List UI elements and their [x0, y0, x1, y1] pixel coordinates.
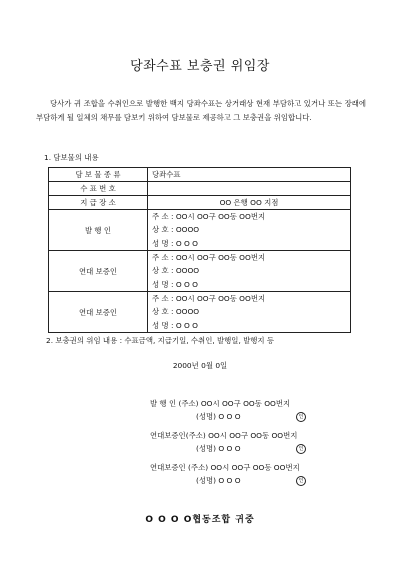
- table-row: [49, 196, 351, 210]
- seal-icon: 인: [296, 476, 306, 486]
- intro-text: 당사가 귀 조합을 수취인으로 발행한 백지 당좌수표는 상거래상 현재 부담하고 있거나 또는 장래에 부담하게 될 일체의 채무를 담보키 위하여 담보물로 제공하고 그 보충권을 위임합니다.: [36, 99, 366, 122]
- table-row: [49, 182, 351, 196]
- guarantor1-label: 연대 보증인: [49, 251, 148, 292]
- recipient-footer: O O O O협동조합 귀중: [145, 515, 255, 525]
- issuer-label: 발 행 인: [49, 210, 148, 251]
- kind-value: 당좌수표: [148, 168, 351, 182]
- issuer-signer-name: (성명) O O O: [196, 412, 241, 421]
- intro-paragraph: [36, 97, 366, 125]
- issuer-address-line: 발 행 인 (주소) OO시 OO구 OO동 OO번지: [150, 399, 291, 408]
- guarantor1-signature-block: [150, 429, 310, 455]
- guarantor1-details: [148, 251, 351, 292]
- guarantor2-signer-name: (성명) O O O: [196, 476, 241, 485]
- guarantor2-details: [148, 292, 351, 333]
- table-row: [49, 210, 351, 251]
- guarantor1-name: 성 명 : O O O: [152, 279, 198, 289]
- guarantor2-signature-block: [150, 461, 310, 487]
- section-2-heading: 2. 보충권의 위임 내용 : 수표금액, 지급기일, 수취인, 발행일, 발행지 등: [46, 336, 275, 345]
- guarantor2-name-line: [150, 474, 310, 487]
- seal-icon: 인: [296, 444, 306, 454]
- collateral-table: [48, 167, 351, 333]
- guarantor2-company: 상 호 : OOOO: [152, 307, 200, 317]
- guarantor1-name-line: [150, 442, 310, 455]
- check-number-label: 수 표 번 호: [49, 182, 148, 196]
- issuer-name-line: [150, 410, 310, 423]
- guarantor2-address-line: 연대보증인 (주소) OO시 OO구 OO동 OO번지: [150, 463, 300, 472]
- issuer-signature-block: [150, 397, 310, 423]
- document-date: 2000년 0월 0일: [172, 361, 228, 370]
- table-row: [49, 292, 351, 333]
- payment-place-value: OO 은행 OO 지점: [148, 196, 351, 210]
- guarantor1-signer-name: (성명) O O O: [196, 444, 241, 453]
- guarantor1-address: 주 소 : OO시 OO구 OO동 OO번지: [152, 253, 266, 263]
- issuer-details: [148, 210, 351, 251]
- issuer-name: 성 명 : O O O: [152, 238, 198, 248]
- section-1-heading: 1. 담보물의 내용: [44, 153, 99, 162]
- check-number-value: [148, 182, 351, 196]
- guarantor1-company: 상 호 : OOOO: [152, 266, 200, 276]
- document-title: 당좌수표 보충권 위임장: [130, 59, 270, 74]
- kind-label: 담 보 물 종 류: [49, 168, 148, 182]
- payment-place-label: 지 급 장 소: [49, 196, 148, 210]
- issuer-address: 주 소 : OO시 OO구 OO동 OO번지: [152, 212, 266, 222]
- guarantor2-address: 주 소 : OO시 OO구 OO동 OO번지: [152, 294, 266, 304]
- guarantor2-name: 성 명 : O O O: [152, 320, 198, 330]
- guarantor2-label: 연대 보증인: [49, 292, 148, 333]
- guarantor1-address-line: 연대보증인(주소) OO시 OO구 OO동 OO번지: [150, 431, 298, 440]
- table-row: [49, 168, 351, 182]
- seal-icon: 인: [296, 412, 306, 422]
- issuer-company: 상 호 : OOOO: [152, 225, 200, 235]
- table-row: [49, 251, 351, 292]
